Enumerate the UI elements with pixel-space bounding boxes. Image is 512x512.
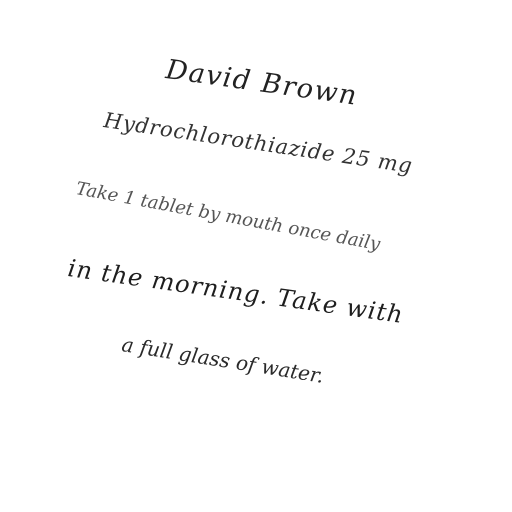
medication-name: Hydrochlorothiazide 25 mg: [102, 108, 415, 178]
instruction-line-3: a full glass of water.: [120, 332, 326, 388]
instruction-line-1: Take 1 tablet by mouth once daily: [74, 178, 382, 256]
instruction-line-2: in the morning. Take with: [66, 254, 406, 330]
patient-name: David Brown: [163, 54, 360, 112]
